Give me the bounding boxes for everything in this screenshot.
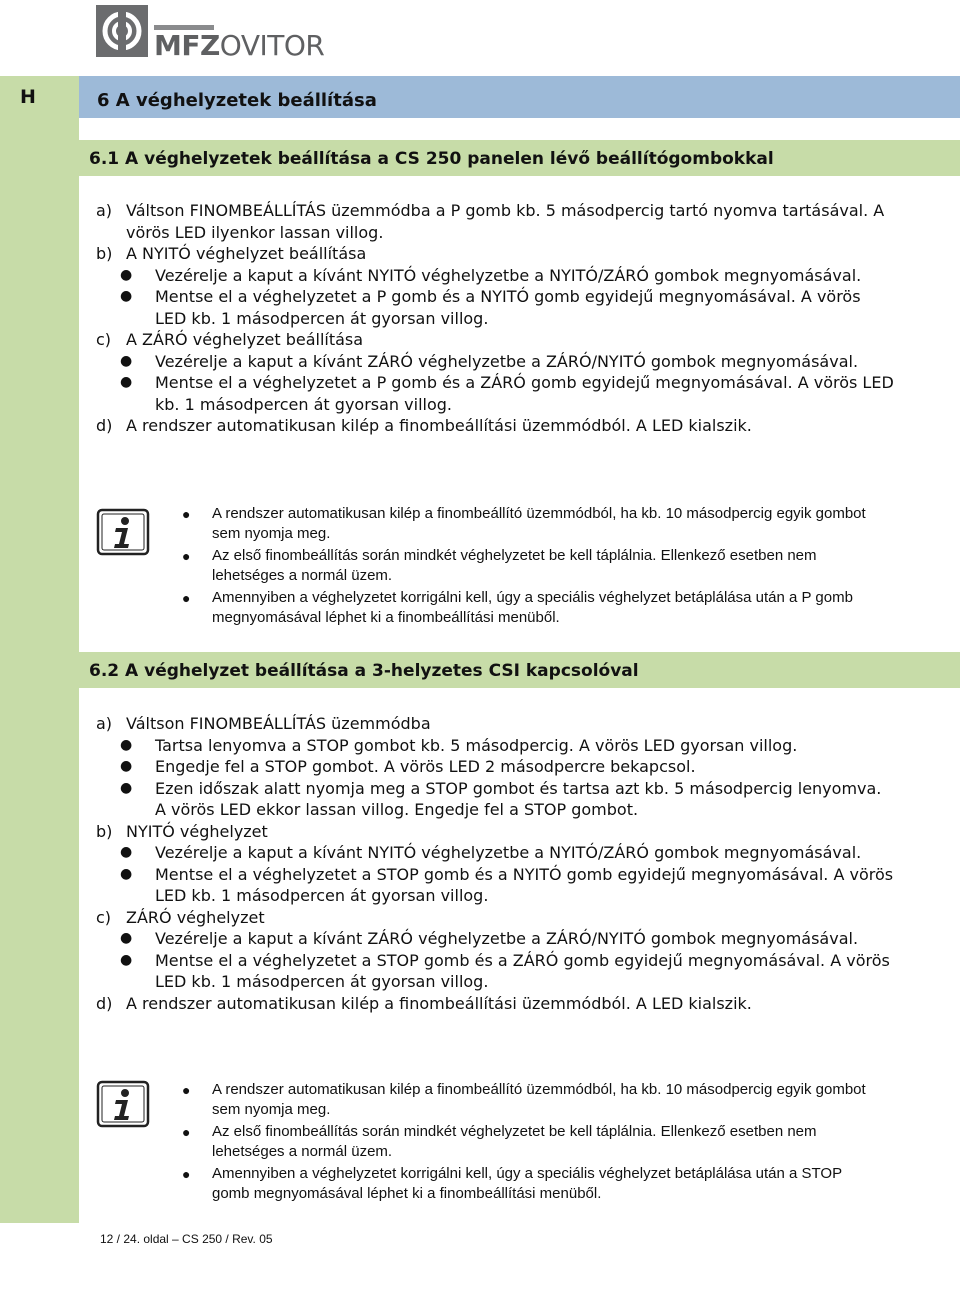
info-list	[182, 504, 882, 630]
section-61-band	[79, 140, 960, 176]
section-62-title: 6.2 A véghelyzet beállítása a 3-helyzetes CSI kapcsolóval	[89, 661, 639, 681]
info-list	[182, 1080, 882, 1206]
info-box-62	[96, 1080, 896, 1210]
list-item: ● Vezérelje a kaput a kívánt ZÁRÓ véghelyzetbe a ZÁRÓ/NYITÓ gombok megnyomásával.	[120, 929, 859, 948]
list-item: ● Mentse el a véghelyzetet a STOP gomb és a NYITÓ gomb egyidejű megnyomásával. A vörös LED kb. 1 másodpercen át gyorsan villog.	[120, 864, 894, 905]
list-item: ● A rendszer automatikusan kilép a finombeállító üzemmódból, ha kb. 10 másodpercig egyik gombot sem nyomja meg.	[182, 1081, 866, 1118]
section-6-band	[79, 76, 960, 118]
list-item: ● Vezérelje a kaput a kívánt NYITÓ véghelyzetbe a NYITÓ/ZÁRÓ gombok megnyomásával.	[120, 843, 862, 862]
sidebar-band	[0, 76, 79, 1223]
info-box-61	[96, 504, 896, 634]
language-letter: H	[20, 86, 36, 108]
section-61-body	[96, 200, 896, 437]
step-b: b) A NYITÓ véghelyzet beállítása	[96, 244, 367, 263]
info-icon	[96, 1080, 150, 1128]
section-62-body	[96, 713, 896, 1014]
section-61-title: 6.1 A véghelyzetek beállítása a CS 250 panelen lévő beállítógombokkal	[89, 149, 774, 169]
step-c: c) ZÁRÓ véghelyzet	[96, 907, 265, 927]
list-item: ● Az első finombeállítás során mindkét véghelyzetet be kell táplálnia. Ellenkező esetben nem lehetséges a normál üzem.	[182, 547, 817, 584]
list-item: ● Tartsa lenyomva a STOP gombot kb. 5 másodpercig. A vörös LED gyorsan villog.	[120, 735, 798, 755]
list-item: ● Az első finombeállítás során mindkét véghelyzetet be kell táplálnia. Ellenkező esetben nem lehetséges a normál üzem.	[182, 1123, 817, 1160]
list-item: ● Amennyiben a véghelyzetet korrigálni kell, úgy a speciális véghelyzet betáplálása után a P gomb megnyomásával léphet ki a finombeállítási menüből.	[182, 589, 853, 626]
info-icon	[96, 508, 150, 556]
page-footer: 12 / 24. oldal – CS 250 / Rev. 05	[100, 1232, 273, 1246]
section-62-band	[79, 652, 960, 688]
step-c: c) A ZÁRÓ véghelyzet beállítása	[96, 330, 364, 349]
list-item: ● Ezen időszak alatt nyomja meg a STOP gombot és tartsa azt kb. 5 másodpercig lenyomva. A vörös LED ekkor lassan villog. Engedje fel a STOP gombot.	[120, 778, 882, 819]
step-d: d) A rendszer automatikusan kilép a finombeállítási üzemmódból. A LED kialszik.	[96, 416, 752, 435]
list-item: ● Mentse el a véghelyzetet a STOP gomb és a ZÁRÓ gomb egyidejű megnyomásával. A vörös LED kb. 1 másodpercen át gyorsan villog.	[120, 950, 890, 991]
section-6-title: 6 A véghelyzetek beállítása	[97, 90, 377, 111]
list-item: ● A rendszer automatikusan kilép a finombeállító üzemmódból, ha kb. 10 másodpercig egyik gombot sem nyomja meg.	[182, 505, 866, 542]
list-item: ● Vezérelje a kaput a kívánt ZÁRÓ véghelyzetbe a ZÁRÓ/NYITÓ gombok megnyomásával.	[120, 351, 859, 371]
mfz-logo-icon	[96, 5, 148, 57]
list-item: ● Amennyiben a véghelyzetet korrigálni kell, úgy a speciális véghelyzet betáplálása után a STOP gomb megnyomásával léphet ki a finombeállítási menüből.	[182, 1165, 842, 1202]
step-d: d) A rendszer automatikusan kilép a finombeállítási üzemmódból. A LED kialszik.	[96, 993, 752, 1013]
step-a: a) Váltson FINOMBEÁLLÍTÁS üzemmódba a P gomb kb. 5 másodpercig tartó nyomva tartásával. A vörös LED ilyenkor lassan villog.	[96, 201, 885, 242]
step-b: b) NYITÓ véghelyzet	[96, 821, 268, 841]
step-a: a) Váltson FINOMBEÁLLÍTÁS üzemmódba	[96, 714, 431, 733]
brand-logo	[96, 5, 326, 63]
brand-name: MFZOVITOR	[154, 29, 325, 62]
list-item: ● Engedje fel a STOP gombot. A vörös LED 2 másodpercre bekapcsol.	[120, 757, 696, 776]
list-item: ● Vezérelje a kaput a kívánt NYITÓ véghelyzetbe a NYITÓ/ZÁRÓ gombok megnyomásával.	[120, 265, 862, 285]
list-item: ● Mentse el a véghelyzetet a P gomb és a ZÁRÓ gomb egyidejű megnyomásával. A vörös LED kb. 1 másodpercen át gyorsan villog.	[120, 373, 894, 414]
list-item: ● Mentse el a véghelyzetet a P gomb és a NYITÓ gomb egyidejű megnyomásával. A vörös LED kb. 1 másodpercen át gyorsan villog.	[120, 287, 861, 328]
